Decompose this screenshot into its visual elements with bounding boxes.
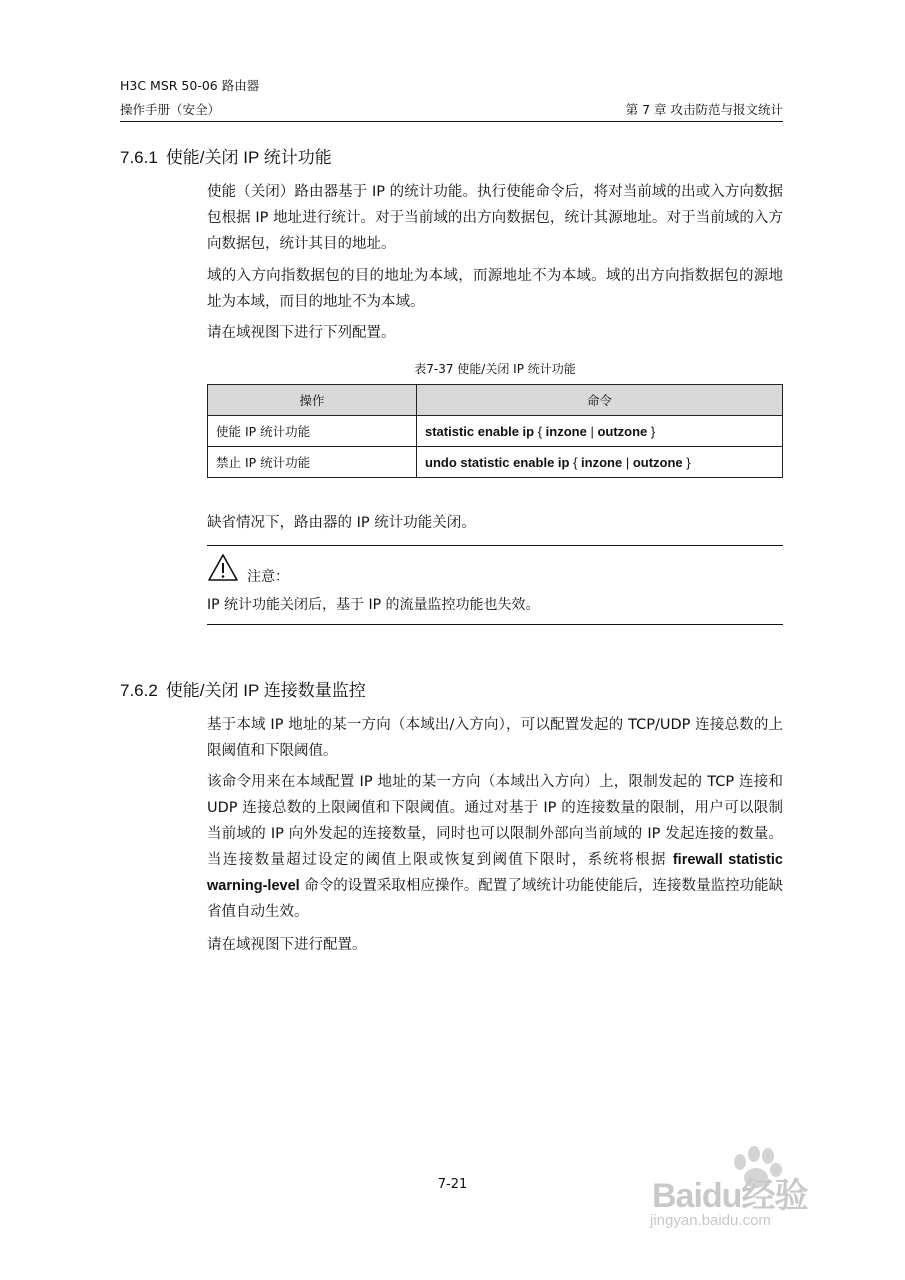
table-cell-operation: 禁止 IP 统计功能 xyxy=(208,447,417,478)
table-header-row xyxy=(208,385,783,416)
note-top-rule xyxy=(207,545,783,546)
note-bottom-rule xyxy=(207,624,783,625)
paragraph: 该命令用来在本域配置 IP 地址的某一方向（本域出入方向）上，限制发起的 TCP 连接和 UDP 连接总数的上限阈值和下限阈值。通过对基于 IP 的连接数量的限制，用户可以限制当前域的 IP 向外发起的连接数量，同时也可以限制外部向当前域的 IP 发起连接的数量。当连接数量超过设定的阈值上限或恢复到阈值下限时，系统将根据 firewall statistic warning-level 命令的设置采取相应操作。配置了域统计功能使能后，连接数量监控功能缺省值自动生效。 xyxy=(207,774,783,920)
header-divider xyxy=(120,121,783,122)
watermark-brand: Baidu经验 xyxy=(652,1177,808,1215)
command-reference: firewall statistic warning-level xyxy=(207,852,783,894)
header-manual: 操作手册（安全） xyxy=(120,102,221,117)
table-row xyxy=(208,416,783,447)
paragraph: 请在域视图下进行下列配置。 xyxy=(207,325,396,341)
page-number: 7-21 xyxy=(437,1177,468,1192)
column-header-command: 命令 xyxy=(417,385,783,416)
section-heading-7-6-2 xyxy=(120,676,366,701)
paragraph: 域的入方向指数据包的目的地址为本域，而源地址不为本域。域的出方向指数据包的源地址为本域，而目的地址不为本域。 xyxy=(207,268,783,310)
table-caption: 表7-37 使能/关闭 IP 统计功能 xyxy=(414,362,576,376)
table-cell-command: statistic enable ip { inzone | outzone } xyxy=(417,416,783,447)
watermark-url: jingyan.baidu.com xyxy=(650,1212,771,1229)
section-number: 7.6.2 xyxy=(120,681,158,700)
section-title: 使能/关闭 IP 连接数量监控 xyxy=(165,681,366,700)
table-row xyxy=(208,447,783,478)
header-chapter: 第 7 章 攻击防范与报文统计 xyxy=(625,102,783,117)
header-product: H3C MSR 50-06 路由器 xyxy=(120,78,260,93)
note-title: 注意： xyxy=(247,569,289,585)
paragraph: 缺省情况下，路由器的 IP 统计功能关闭。 xyxy=(207,515,476,531)
paragraph: 使能（关闭）路由器基于 IP 的统计功能。执行使能命令后，将对当前域的出或入方向数据包根据 IP 地址进行统计。对于当前域的出方向数据包，统计其源地址。对于当前域的入方向数据包，统计其目的地址。 xyxy=(207,184,783,252)
section-number: 7.6.1 xyxy=(120,148,158,167)
command-table xyxy=(207,384,783,478)
table-cell-command: undo statistic enable ip { inzone | outzone } xyxy=(417,447,783,478)
table-cell-operation: 使能 IP 统计功能 xyxy=(208,416,417,447)
paragraph: 请在域视图下进行配置。 xyxy=(207,937,367,953)
note-text: IP 统计功能关闭后，基于 IP 的流量监控功能也失效。 xyxy=(207,597,540,613)
section-title: 使能/关闭 IP 统计功能 xyxy=(165,148,332,167)
column-header-operation: 操作 xyxy=(208,385,417,416)
section-heading-7-6-1 xyxy=(120,143,332,168)
warning-icon xyxy=(207,553,239,583)
paragraph: 基于本域 IP 地址的某一方向（本域出/入方向），可以配置发起的 TCP/UDP 连接总数的上限阈值和下限阈值。 xyxy=(207,717,783,759)
